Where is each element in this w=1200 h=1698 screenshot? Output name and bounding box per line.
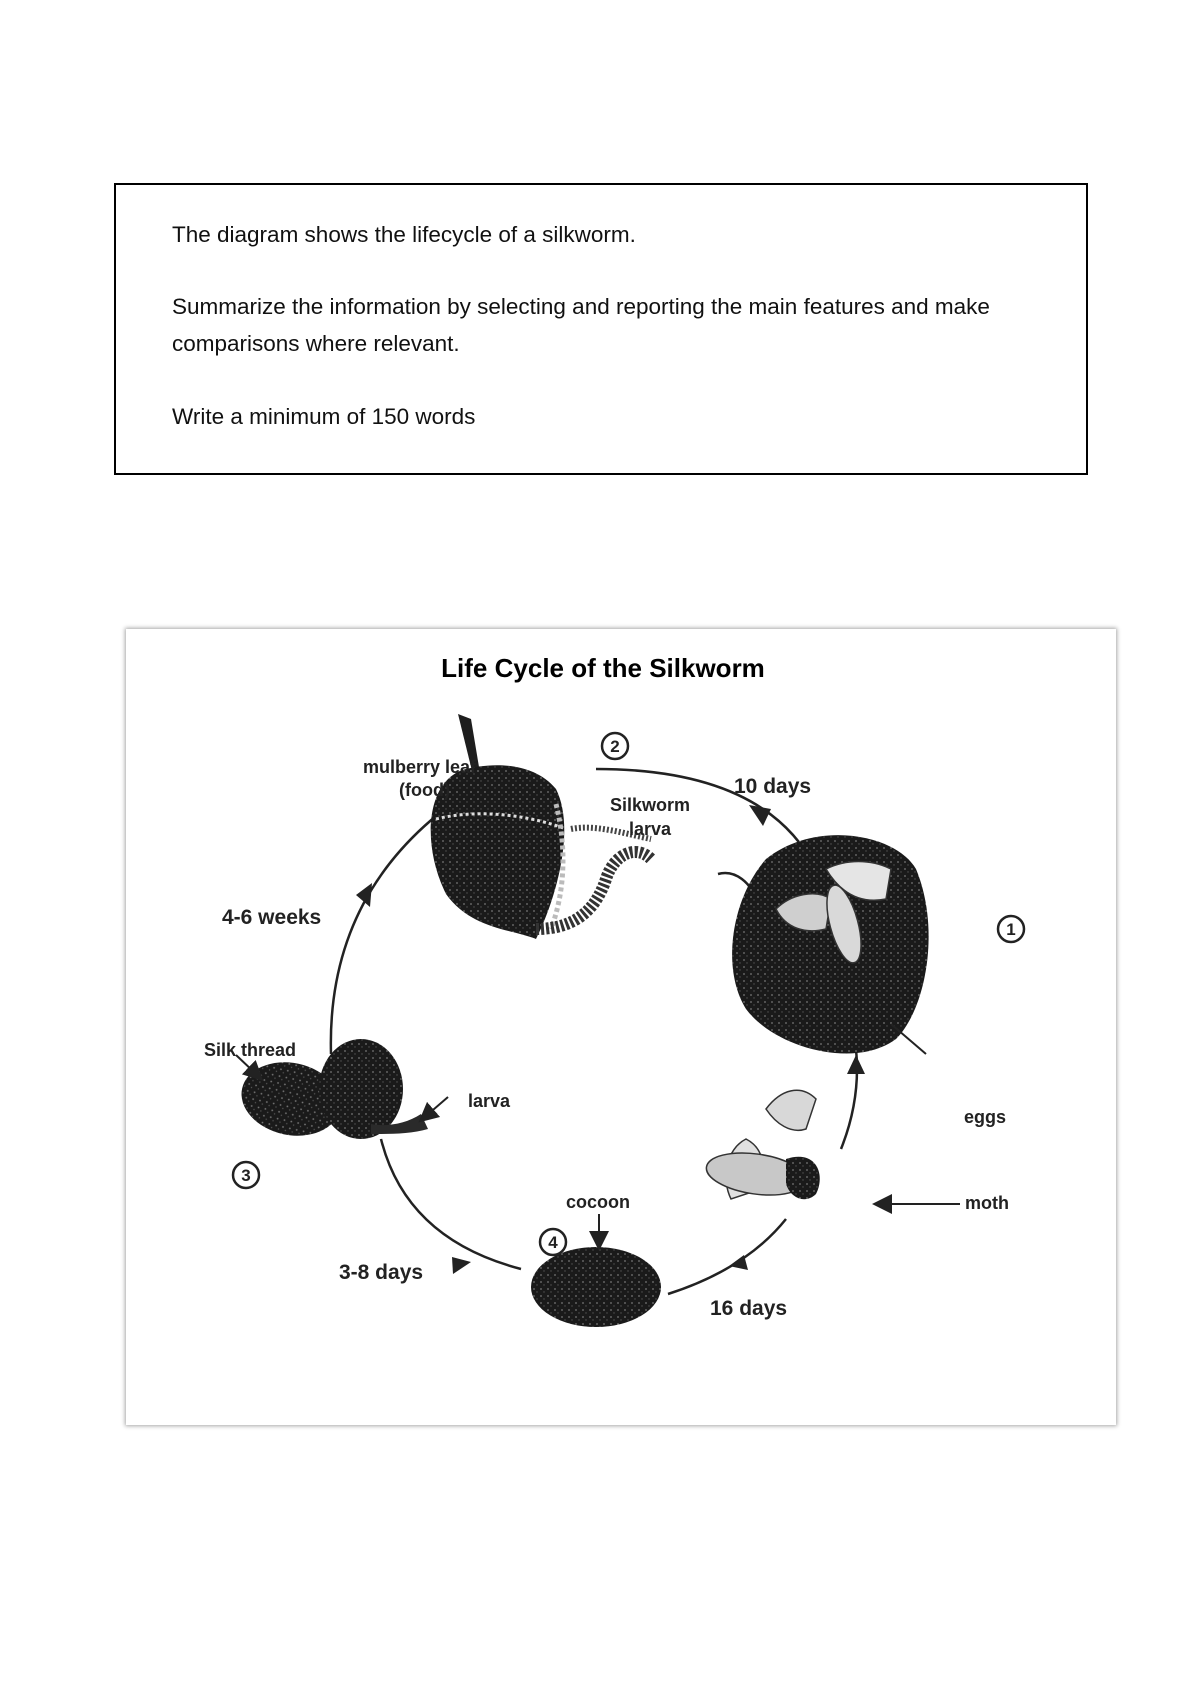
label-eggs: eggs [964, 1107, 1007, 1127]
arrowhead-3-8-days [452, 1257, 471, 1274]
label-moth: moth [965, 1193, 1009, 1213]
arc-spinning-to-cocoon [381, 1139, 521, 1269]
prompt-line-3: Write a minimum of 150 words [172, 404, 476, 429]
svg-text:1: 1 [1006, 920, 1016, 939]
prompt-line-2: Summarize the information by selecting and reporting the main features and make comparisons where relevant. [172, 294, 990, 356]
label-3-8-days: 3-8 days [339, 1261, 424, 1284]
stage-number-1 [998, 916, 1024, 942]
moth-illustration [704, 1090, 960, 1204]
arrowhead-moth-to-eggs [847, 1055, 865, 1074]
svg-text:3: 3 [241, 1166, 251, 1185]
arc-cocoon-to-moth [668, 1219, 786, 1294]
stage-number-2 [602, 733, 628, 759]
prompt-line-1: The diagram shows the lifecycle of a silkworm. [172, 222, 636, 247]
diagram-title: Life Cycle of the Silkworm [441, 653, 765, 683]
svg-text:2: 2 [610, 737, 620, 756]
label-10-days: 10 days [734, 775, 812, 798]
lifecycle-diagram-svg [126, 629, 1116, 1425]
label-larva: larva [468, 1091, 511, 1111]
label-16-days: 16 days [710, 1297, 788, 1320]
eggs-pointer-line [891, 1024, 926, 1054]
arrowhead-10-days [749, 805, 771, 826]
label-silk-thread: Silk thread [204, 1040, 297, 1060]
task-prompt-box [114, 183, 1088, 475]
lifecycle-diagram [126, 629, 1116, 1425]
stage-number-4 [540, 1229, 566, 1255]
stage-number-3 [233, 1162, 259, 1188]
label-silkworm-larva: larva [629, 819, 672, 839]
larva-pointer [426, 1097, 448, 1116]
label-mulberry-leaf: mulberry leaf [363, 757, 477, 777]
label-silkworm: Silkworm [610, 795, 691, 815]
eggs-leaf-illustration [718, 835, 929, 1054]
svg-text:4: 4 [548, 1233, 558, 1252]
label-mulberry-food: (food) [399, 780, 450, 800]
label-4-6-weeks: 4-6 weeks [222, 906, 322, 929]
label-cocoon: cocoon [566, 1192, 631, 1212]
